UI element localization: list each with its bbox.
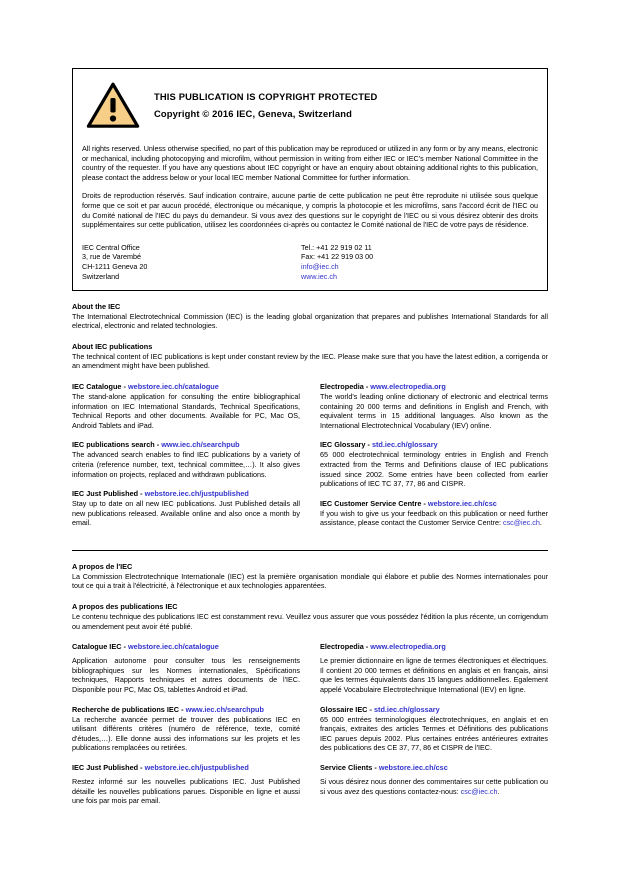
entry-title-row (320, 642, 548, 652)
a-propos-des-publications-heading: A propos des publications IEC (72, 602, 178, 612)
entry-body: Stay up to date on all new IEC publications. Just Published details all new publications released. Available online and also once a month by email. (72, 499, 300, 528)
entry-url-link[interactable]: webstore.iec.ch/csc (427, 498, 497, 508)
entry-url-link[interactable]: std.iec.ch/glossary (371, 440, 438, 450)
entry-title-row (320, 440, 548, 450)
address-line: 3, rue de Varembé (82, 252, 141, 262)
entry-separator: - (121, 381, 128, 391)
entry-url-link[interactable]: www.electropedia.org (370, 642, 446, 652)
entry-title-row (72, 382, 300, 392)
copyright-notice-box (72, 68, 548, 291)
entry-title-row (320, 499, 548, 509)
entry-iec-publications-search (72, 440, 300, 479)
about-the-iec-body: The International Electrotechnical Commission (IEC) is the leading global organization that prepares and publishes International Standards for all electrical, electronic and related technologies. (72, 311, 548, 331)
english-left-column (72, 382, 300, 538)
copyright-titles (154, 90, 377, 121)
entry-url-link[interactable]: webstore.iec.ch/csc (378, 763, 448, 772)
entry-url-link[interactable]: webstore.iec.ch/catalogue (127, 642, 219, 652)
entry-body: The stand-alone application for consulting the entire bibliographical information on IEC International Standards, Technical Specifications, Technical Reports and other documents. Available for PC, Mac OS, Android Tablets and iPad. (72, 391, 300, 430)
entry-recherche-de-publications-iec (72, 705, 300, 753)
entry-title: Recherche de publications IEC (72, 704, 180, 714)
entry-title: Service Clients (320, 763, 373, 772)
entry-body: 65 000 electrotechnical terminology entries in English and French extracted from the Terms and Definitions clause of IEC publications issued since 2002. Some entries have been collected from earlier publications of IEC TC 37, 77, 86 and CISPR. (320, 450, 548, 489)
entry-iec-just-published-fr (72, 763, 300, 806)
address-line: Switzerland (82, 271, 120, 281)
french-links-columns (72, 642, 548, 816)
entry-separator: - (421, 498, 428, 508)
entry-body-pre: Si vous désirez nous donner des commentaires sur cette publication ou si vous avez des questions contactez-nous: (320, 777, 548, 796)
entry-url-link[interactable]: www.electropedia.org (370, 381, 446, 391)
entry-url-link[interactable]: webstore.iec.ch/catalogue (127, 381, 219, 391)
telephone-line: Tel.: +41 22 919 02 11 (301, 242, 372, 252)
warning-triangle-icon (86, 81, 140, 129)
entry-body: 65 000 entrées terminologiques électrotechniques, en anglais et en français, extraites des articles Termes et Définitions des publications IEC parues depuis 2002. Plus certaines entrées antérieures extraites des publications des CE 37, 77, 86 et CISPR de l'IEC. (320, 714, 548, 753)
entry-title-row (72, 763, 300, 773)
customer-service-email-link[interactable]: csc@iec.ch (502, 518, 540, 528)
entry-url-link[interactable]: std.iec.ch/glossary (373, 704, 440, 714)
entry-title: IEC Just Published (72, 763, 139, 772)
entry-iec-glossary (320, 440, 548, 488)
french-left-column (72, 642, 300, 816)
entry-body (320, 777, 548, 796)
entry-body-pre: If you wish to give us your feedback on this publication or need further assistance, please contact the Customer Service Centre: (320, 508, 548, 528)
entry-title: IEC publications search (72, 440, 155, 450)
entry-title-row (72, 705, 300, 715)
address-line: IEC Central Office (82, 242, 140, 252)
entry-separator: - (372, 763, 379, 772)
entry-title: Electropedia (320, 381, 364, 391)
entry-title: IEC Catalogue (72, 381, 122, 391)
about-iec-publications-heading: About IEC publications (72, 341, 153, 351)
entry-iec-catalogue (72, 382, 300, 430)
about-iec-publications-section (72, 342, 548, 371)
copyright-title-line2: Copyright © 2016 IEC, Geneva, Switzerland (154, 107, 353, 119)
a-propos-de-iec-body: La Commission Electrotechnique Internationale (IEC) est la première organisation mondiale qui élabore et publie des Normes internationales pour tout ce qui a trait à l'électricité, à l'électronique et aux technologies apparentées. (72, 571, 548, 591)
english-right-column (320, 382, 548, 538)
copyright-paragraph-en: All rights reserved. Unless otherwise specified, no part of this publication may be reproduced or utilized in any form or by any means, electronic or mechanical, including photocopying and microfilm, without permission in writing from either IEC or IEC's member National Committee in the country of the requester. If you have any questions about IEC copyright or have an enquiry about obtaining additional rights to this publication, please contact the address below or your local IEC member National Committee for further information. (82, 144, 538, 182)
copyright-paragraph-fr: Droits de reproduction réservés. Sauf indication contraire, aucune partie de cette publication ne peut être reproduite ni utilisée sous quelque forme que ce soit et par aucun procédé, électronique ou mécanique, y compris la photocopie et les microfilms, sans l'accord écrit de l'IEC ou du Comité national de l'IEC du pays du demandeur. Si vous avez des questions sur le copyright de l'IEC ou si vous désirez obtenir des droits supplémentaires sur cette publication, utilisez les coordonnées ci-après ou contactez le Comité national de l'IEC de votre pays de résidence. (82, 191, 538, 230)
entry-title-row (72, 440, 300, 450)
entry-separator: - (363, 381, 371, 391)
entry-body-post: . (497, 786, 500, 796)
english-links-columns (72, 382, 548, 538)
fax-line: Fax: +41 22 919 03 00 (301, 252, 374, 262)
entry-separator: - (363, 642, 371, 652)
entry-separator: - (367, 704, 374, 714)
iec-contact-block (82, 243, 538, 282)
about-the-iec-section (72, 302, 548, 331)
entry-url-link[interactable]: webstore.iec.ch/justpublished (144, 489, 249, 499)
entry-url-link[interactable]: webstore.iec.ch/justpublished (144, 763, 249, 772)
address-line: CH-1211 Geneva 20 (82, 262, 148, 272)
entry-electropedia-fr (320, 642, 548, 694)
entry-body: Le premier dictionnaire en ligne de termes électroniques et électriques. Il contient 20 000 termes et définitions en anglais et en français, ainsi que les termes équivalents dans 15 langues additionnelles. Egalement appelé Vocabulaire Electrotechnique International (IEV) en ligne. (320, 656, 548, 695)
copyright-page (72, 68, 548, 816)
entry-title: Electropedia (320, 642, 364, 652)
entry-url-link[interactable]: www.iec.ch/searchpub (185, 704, 264, 714)
entry-title-row (72, 642, 300, 652)
entry-body (320, 509, 548, 528)
entry-glossaire-iec (320, 705, 548, 753)
entry-iec-customer-service-centre (320, 499, 548, 528)
entry-title: IEC Glossary (320, 440, 366, 450)
entry-title-row (320, 382, 548, 392)
website-link[interactable]: www.iec.ch (301, 271, 337, 281)
entry-catalogue-iec (72, 642, 300, 694)
copyright-title-line1: THIS PUBLICATION IS COPYRIGHT PROTECTED (154, 90, 378, 102)
entry-title: Glossaire IEC (320, 704, 368, 714)
french-right-column (320, 642, 548, 816)
section-divider (72, 550, 548, 551)
entry-separator: - (179, 704, 186, 714)
entry-body: La recherche avancée permet de trouver des publications IEC en utilisant différents critères (numéro de référence, texte, comité d'études,…). Elle donne aussi des informations sur les projets et les publications remplacées ou retirées. (72, 714, 300, 753)
entry-title: Catalogue IEC (72, 642, 122, 652)
entry-iec-just-published (72, 489, 300, 528)
entry-separator: - (154, 440, 162, 450)
a-propos-de-iec-heading: A propos de l'IEC (72, 561, 133, 571)
copyright-header (82, 79, 538, 135)
about-the-iec-heading: About the IEC (72, 301, 121, 311)
about-iec-publications-body: The technical content of IEC publications is kept under constant review by the IEC. Please make sure that you have the latest edition, a corrigenda or an amendment might have been published. (72, 351, 548, 371)
iec-address-column (82, 243, 301, 282)
a-propos-des-publications-body: Le contenu technique des publications IEC est constamment revu. Veuillez vous assurer que vous possédez l'édition la plus récente, un corrigendum ou amendement peut avoir été publié. (72, 612, 548, 631)
service-clients-email-link[interactable]: csc@iec.ch (460, 786, 498, 796)
entry-body-post: . (539, 518, 542, 528)
entry-body: The advanced search enables to find IEC publications by a variety of criteria (reference number, text, technical committee,…). It also gives information on projects, replaced and withdrawn publications. (72, 450, 300, 479)
entry-title-row (320, 705, 548, 715)
entry-service-clients (320, 763, 548, 796)
entry-separator: - (121, 642, 128, 652)
entry-title: IEC Customer Service Centre (320, 498, 422, 508)
entry-separator: - (138, 489, 145, 499)
entry-separator: - (365, 440, 372, 450)
entry-title-row (320, 763, 548, 773)
entry-body: The world's leading online dictionary of electronic and electrical terms containing 20 000 terms and definitions in English and French, with equivalent terms in 15 additional languages. Also known as the International Electrotechnical Vocabulary (IEV) online. (320, 391, 548, 430)
entry-title-row (72, 489, 300, 499)
entry-separator: - (138, 763, 145, 772)
entry-body: Restez informé sur les nouvelles publications IEC. Just Published détaille les nouvelles publications parues. Disponible en ligne et aussi une fois par mois par email. (72, 777, 300, 806)
entry-body: Application autonome pour consulter tous les renseignements bibliographiques sur les Normes internationales, Spécifications techniques, Rapports techniques et autres documents de l'IEC. Disponible pour PC, Mac OS, tablettes Android et iPad. (72, 656, 300, 695)
entry-title: IEC Just Published (72, 489, 139, 499)
email-link[interactable]: info@iec.ch (301, 262, 339, 272)
entry-url-link[interactable]: www.iec.ch/searchpub (161, 440, 240, 450)
iec-contact-column (301, 243, 521, 282)
a-propos-des-publications-section (72, 602, 548, 631)
entry-electropedia (320, 382, 548, 430)
a-propos-de-iec-section (72, 562, 548, 591)
